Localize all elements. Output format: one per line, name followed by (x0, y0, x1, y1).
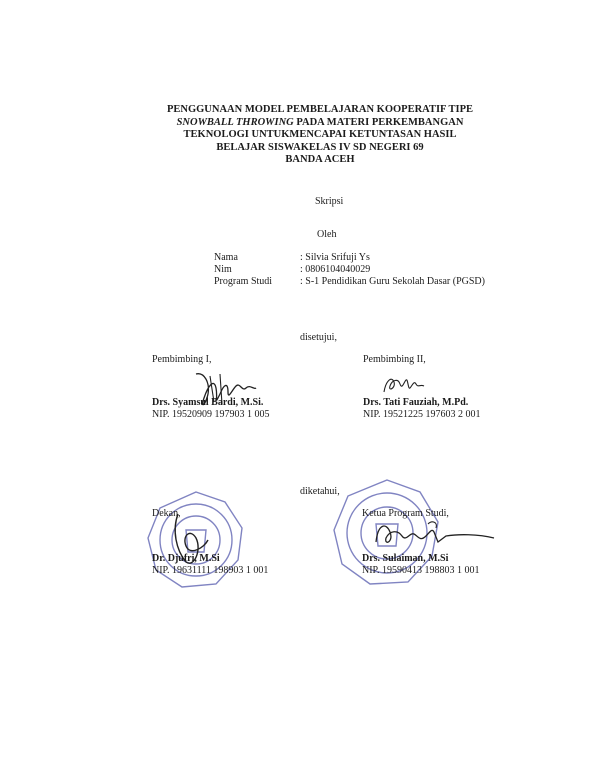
program-label: Program Studi (214, 276, 273, 287)
document-type: Skripsi (315, 196, 344, 207)
name-label: Nama (214, 252, 238, 263)
by-label: Oleh (317, 229, 337, 240)
program-head-nip: NIP. 19590413 198803 1 001 (362, 565, 480, 576)
supervisor2-role: Pembimbing II, (363, 354, 426, 365)
title-line-1: PENGGUNAAN MODEL PEMBELAJARAN KOOPERATIF TIPE (166, 104, 474, 115)
approved-label: disetujui, (300, 332, 337, 343)
thesis-title (150, 104, 490, 167)
title-line-4: BELAJAR SISWAKELAS IV SD NEGERI 69 (216, 141, 424, 153)
supervisor2-signature (380, 372, 430, 398)
name-value: : Silvia Srifuji Ys (300, 252, 370, 263)
program-value: : S-1 Pendidikan Guru Sekolah Dasar (PGSD) (300, 276, 485, 287)
supervisor2-nip: NIP. 19521225 197603 2 001 (363, 409, 481, 420)
title-line-3: TEKNOLOGI UNTUKMENCAPAI KETUNTASAN HASIL (183, 129, 457, 140)
program-head-signature (368, 518, 498, 552)
supervisor1-nip: NIP. 19520909 197903 1 005 (152, 409, 270, 420)
supervisor2-name: Drs. Tati Fauziah, M.Pd. (363, 397, 469, 408)
title-line-2 (150, 117, 490, 130)
supervisor1-role: Pembimbing I, (152, 354, 212, 365)
title-line-5: BANDA ACEH (285, 154, 355, 165)
dean-nip: NIP. 19631111 198903 1 001 (152, 565, 269, 576)
title-italic-term: SNOWBALL THROWING (176, 116, 294, 128)
supervisor1-name: Drs. Syamsul Bardi, M.Si. (152, 397, 264, 408)
dean-role: Dekan, (152, 508, 181, 519)
title-line-2-rest: PADA MATERI PERKEMBANGAN (293, 116, 464, 128)
dean-name: Dr. Djufri, M.Si (152, 553, 220, 564)
nim-label: Nim (214, 264, 232, 275)
program-head-name: Drs. Sulaiman, M.Si (362, 553, 449, 564)
known-label: diketahui, (300, 486, 340, 497)
nim-value: : 0806104040029 (300, 264, 371, 275)
program-head-role: Ketua Program Studi, (362, 508, 449, 519)
